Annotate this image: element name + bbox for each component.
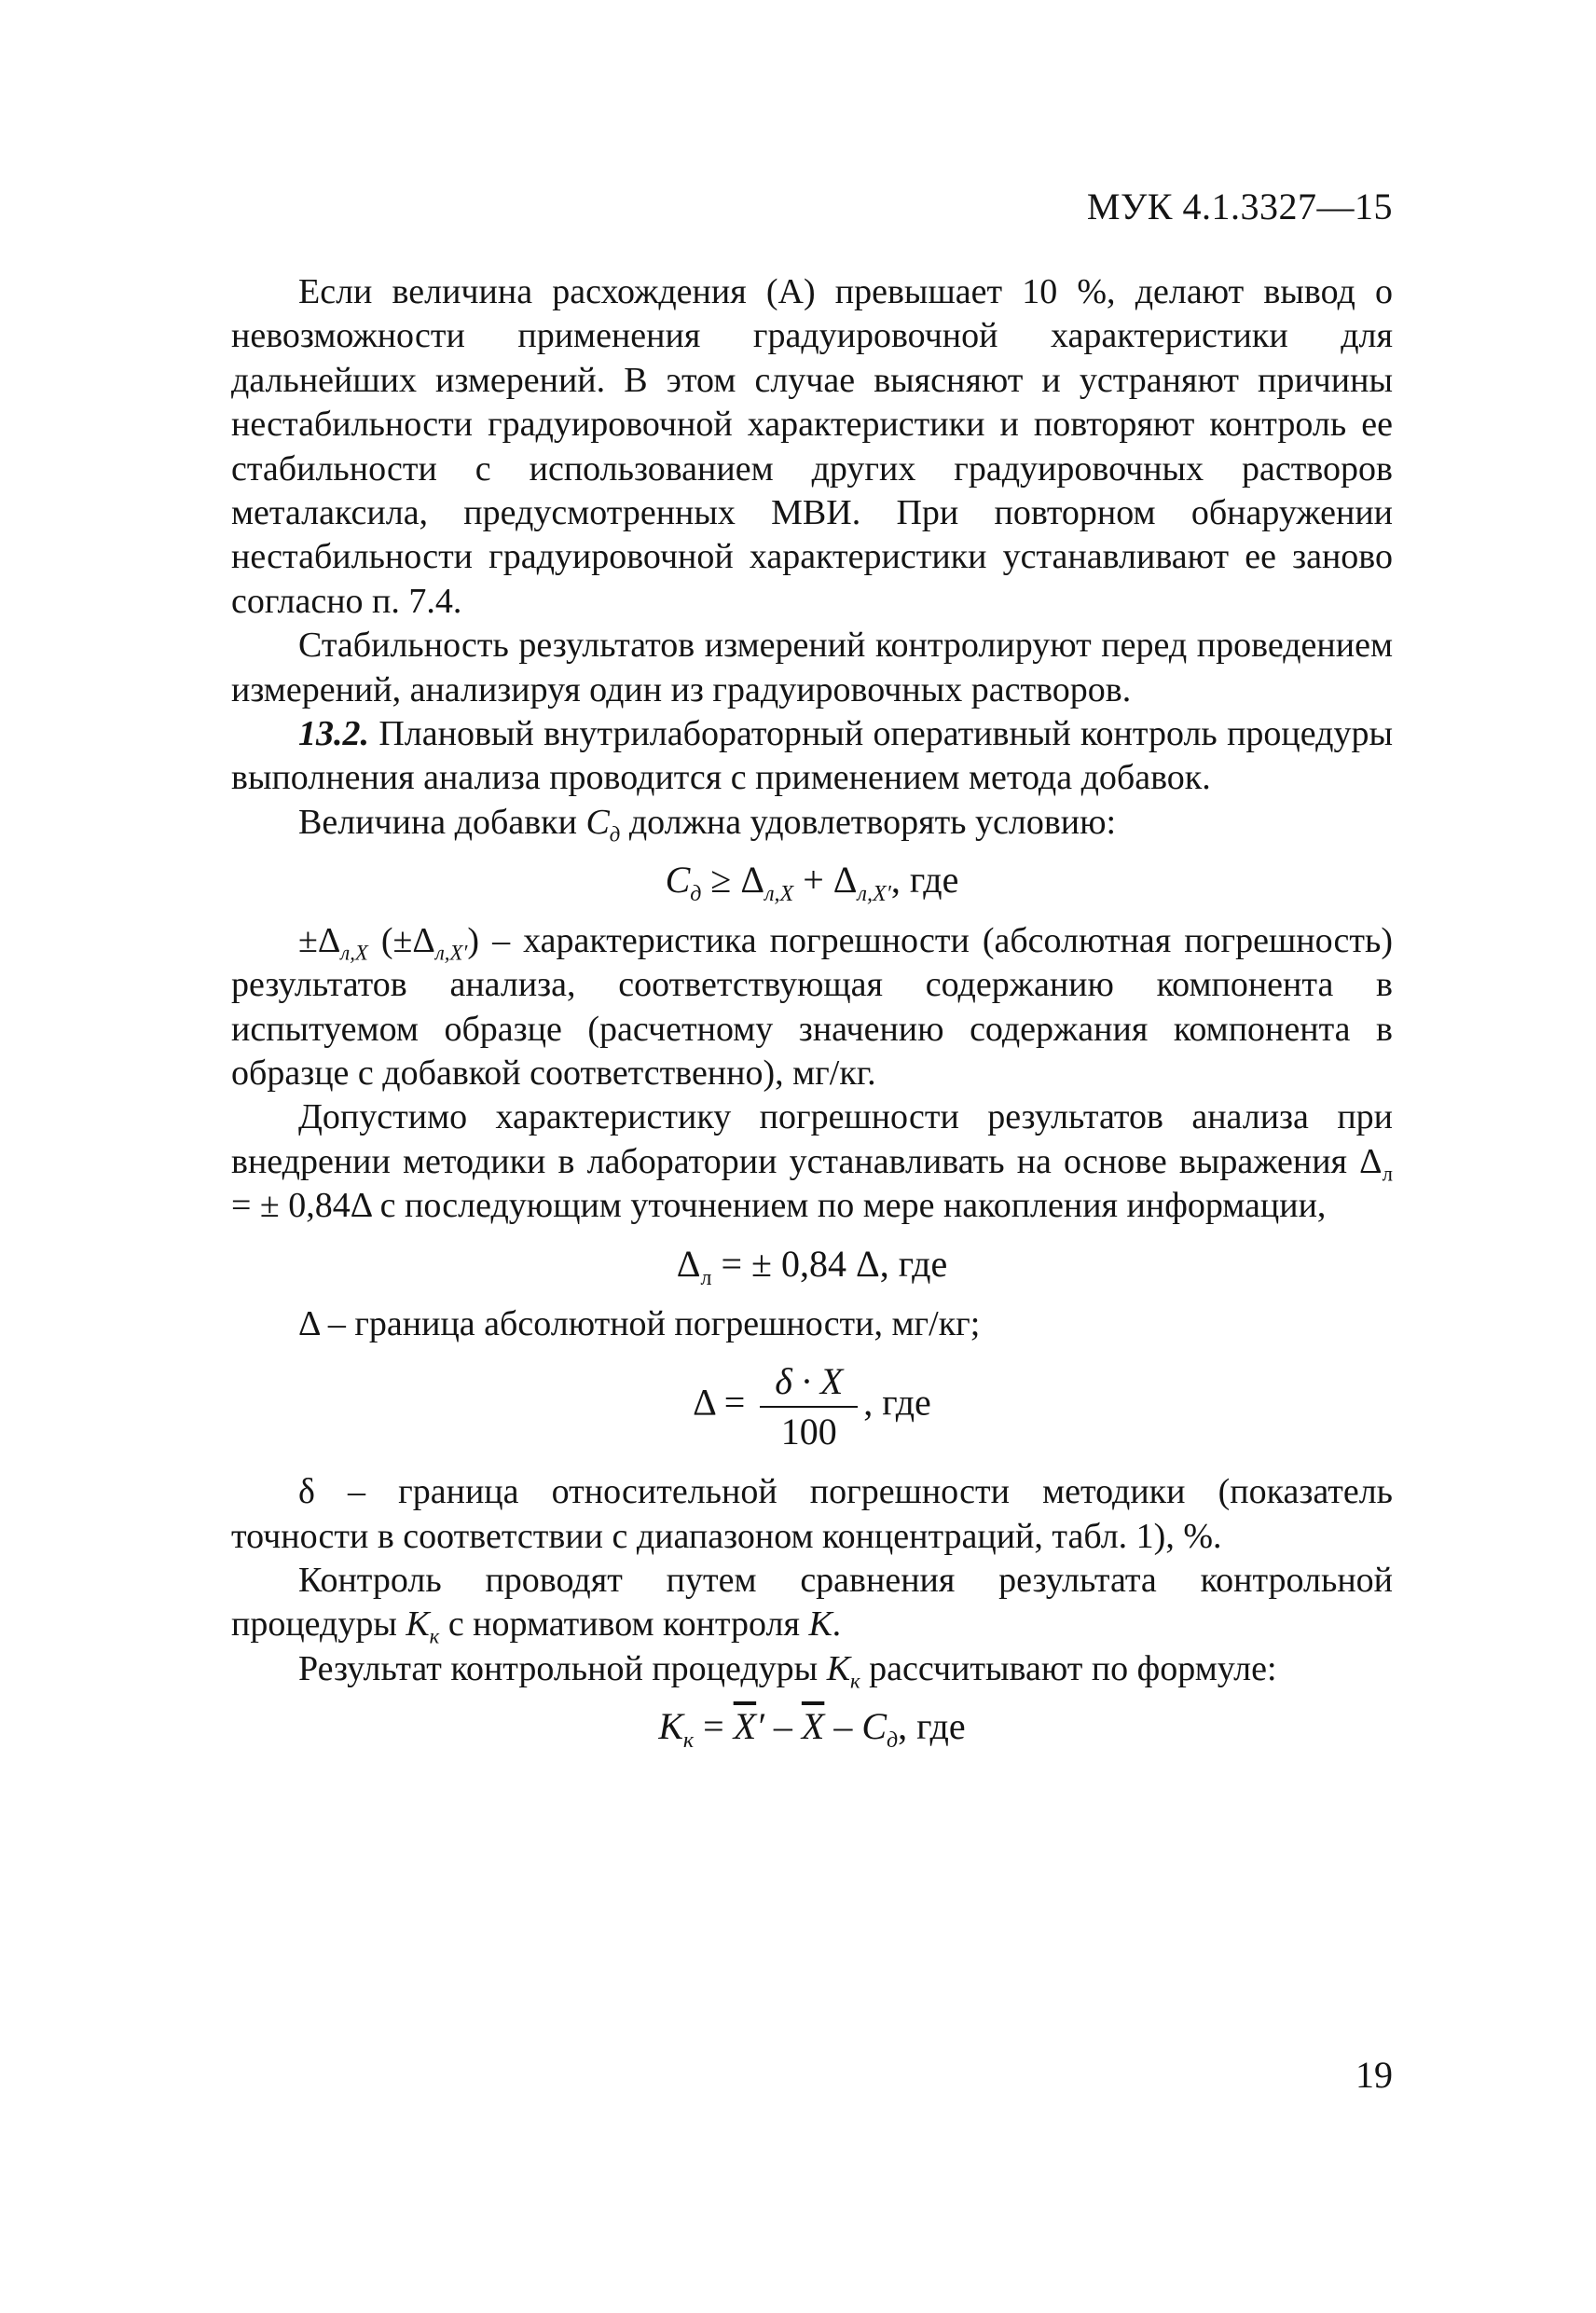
paragraph-delta-definition: Δ – граница абсолютной погрешности, мг/кг;: [298, 1303, 981, 1343]
text-fragment: Контроль проводят путем сравнения результата контрольной процедуры: [231, 1560, 1393, 1645]
document-code-header: МУК 4.1.3327—15: [1086, 186, 1393, 227]
eq-sub: л: [700, 1265, 712, 1290]
fraction: [760, 1359, 858, 1453]
paragraph-stability-discrepancy: Если величина расхождения (А) превышает 10 %, делают вывод о невозможности применения градуировочной характеристики для дальнейших измерений. В этом случае выясняют и устраняют причины нестабильности градуировочной характеристики и повторяют контроль ее стабильности с использованием других градуировочных растворов металаксила, предусмотренных МВИ. При повторном обнаружении нестабильности градуировочной характеристики устанавливают ее заново согласно п. 7.4.: [231, 272, 1393, 621]
paragraph-delta-relative: δ – граница относительной погрешности методики (показатель точности в соответствии с диапазоном концентраций, табл. 1), %.: [231, 1472, 1393, 1556]
body-text: [231, 270, 1393, 1766]
fraction-denominator: 100: [780, 1410, 837, 1453]
eq-var-mean: $\overline{X}$: [801, 1705, 825, 1748]
eq-sub: д: [690, 882, 702, 907]
subscript: л: [1382, 1162, 1393, 1186]
variable-k: К: [808, 1604, 832, 1645]
variable-k: К: [826, 1648, 850, 1688]
eq-sub: к: [682, 1728, 695, 1754]
eq-part: –: [764, 1705, 802, 1748]
eq-part: + Δ: [793, 859, 858, 902]
eq-sub: д: [887, 1728, 899, 1754]
eq-var: К: [658, 1705, 683, 1748]
subscript: к: [849, 1669, 860, 1693]
eq-var: С: [665, 859, 691, 902]
text-fragment: Величина добавки: [298, 802, 586, 842]
section-number: 13.2.: [298, 714, 369, 754]
page-number: 19: [1355, 2054, 1393, 2096]
text-fragment: (±Δ: [367, 920, 435, 960]
text-fragment: должна удовлетворять условию:: [620, 802, 1117, 842]
subscript: к: [429, 1624, 440, 1648]
variable-k: К: [406, 1604, 430, 1645]
eq-var-mean: $\overline{X}$: [733, 1705, 757, 1748]
eq-part: , где: [898, 1705, 966, 1748]
text-fragment: Результат контрольной процедуры: [298, 1648, 827, 1688]
text-fragment: с нормативом контроля: [439, 1604, 809, 1645]
eq-part: –: [824, 1705, 862, 1748]
eq-part: Δ: [676, 1242, 701, 1285]
equation-delta-l: [231, 1242, 1393, 1290]
paragraph-control-comparison: [231, 1559, 1393, 1647]
eq-sub: л,X′: [857, 882, 891, 907]
paragraph-control-result: [231, 1647, 1393, 1691]
section-text: Плановый внутрилабораторный оперативный контроль процедуры выполнения анализа проводится с применением метода добавок.: [231, 714, 1393, 798]
paragraph-error-characteristic: [231, 919, 1393, 1096]
text-fragment: = ± 0,84Δ с последующим уточнением по мере накопления информации,: [231, 1186, 1327, 1226]
eq-var: С: [861, 1705, 887, 1748]
variable-c: С: [585, 802, 610, 842]
paragraph-stability-control: Стабильность результатов измерений контролируют перед проведением измерений, анализируя один из градуировочных растворов.: [231, 626, 1393, 709]
text-fragment: ) – характеристика погрешности (абсолютная погрешность) результатов анализа, соответствующая содержанию компонента в испытуемом образце (расчетному значению содержания компонента в образце с добавкой соответственно), мг/кг.: [231, 920, 1393, 1093]
text-fragment: .: [832, 1604, 842, 1645]
eq-prime: ′: [756, 1705, 764, 1748]
paragraph-permissible: [231, 1095, 1393, 1228]
text-fragment: ±Δ: [298, 920, 341, 960]
equation-delta-fraction: [231, 1359, 1393, 1453]
subscript: л,X′: [434, 941, 468, 965]
eq-part: =: [694, 1705, 734, 1748]
equation-condition: [231, 858, 1393, 907]
eq-part: , где: [863, 1381, 931, 1424]
subscript: д: [609, 822, 621, 847]
eq-part: ≥ Δ: [701, 859, 765, 902]
eq-part: Δ =: [693, 1381, 755, 1424]
equation-control-result: [231, 1704, 1393, 1754]
text-fragment: рассчитывают по формуле:: [860, 1648, 1277, 1688]
paragraph-additive-value: [231, 801, 1393, 845]
fraction-numerator: δ · X: [760, 1359, 858, 1407]
eq-part: = ± 0,84 Δ, где: [711, 1242, 948, 1285]
eq-part: , где: [890, 859, 959, 902]
paragraph-section-13-2: [231, 712, 1393, 801]
eq-sub: л,X: [764, 882, 794, 907]
subscript: л,X: [340, 941, 368, 965]
text-fragment: Допустимо характеристику погрешности результатов анализа при внедрении методики в лаборатории устанавливать на основе выражения Δ: [231, 1097, 1393, 1181]
